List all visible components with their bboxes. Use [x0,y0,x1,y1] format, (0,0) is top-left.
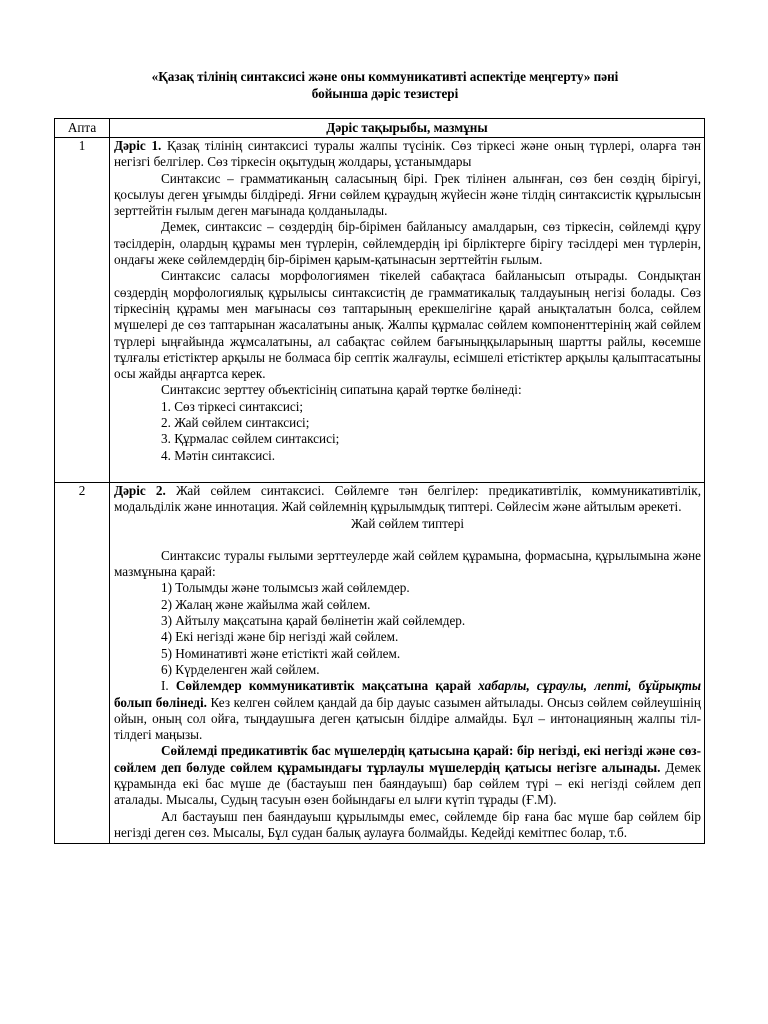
bold-text: Сөйлемді предикативтік бас мүшелердің қатысына қарай: бір негізді, екі негізді және сөз-сөйлем деп бөлуде сөйлем құрамындағы тұрлаулы мүшелердің қатысы негізге алынады. [114,743,701,775]
lecture-label: Дәріс 1. [114,138,162,153]
week-number: 1 [55,138,110,483]
document-title [60,68,710,102]
lecture-heading [114,138,701,171]
lecture-heading [114,483,701,516]
table-row [55,482,705,843]
paragraph: Синтаксис – грамматиканың саласының бірі. Грек тілінен алынған, сөз бен сөздің бірігуі, қосылуы деген ұғымды білдіреді. Яғни сөйлем құраудың жүйесін және тілдің синтаксистік құрылысын зерттейтін ғылым деген мағынада қолданылады. [114,170,701,219]
spacer [114,464,701,480]
paragraph [114,678,701,743]
list-item: 5) Номинативті және етістікті жай сөйлем. [161,645,401,661]
paragraph: Синтаксис зерттеу объектісінің сипатына қарай төртке бөлінеді: [161,382,522,398]
paragraph: Синтаксис саласы морфологиямен тікелей сабақтаса байланысып отырады. Сондықтан сөздердің морфологиялық құрылысы синтаксистің де грамматикалық талдауының негізі болады. Сөз тіркесінің құрамы мен мағынасы сөз таптарының ерекшелігіне қарай анықталатын болса, сөйлем мүшелері де сөз таптарынан жасалатыны анық. Жалпы құрмалас сөйлем компоненттерінің жай сөйлем түрлері ыңғайында жұмсалатыны, ал сабақтас сөйлем бағыныңқыларының шартты райлы, көсемше тұлғалы етістіктер арқылы не болмаса бір септік жалғаулы, есімшелі етістіктер арқылы қалыптасатыны осы жайды аңғартса керек. [114,268,701,382]
lecture-title: Қазақ тілінің синтаксисі туралы жалпы түсінік. Сөз тіркесі және оның түрлері, оларға тән негізгі белгілер. Сөз тіркесін оқытудың жолдары, ұстанымдары [114,138,701,170]
lecture-table [54,118,705,844]
title-line-2: бойынша дәріс тезистері [311,86,459,101]
list-item: 3) Айтылу мақсатына қарай бөлінетін жай сөйлемдер. [161,613,466,629]
lecture-title: Жай сөйлем синтаксисі. Сөйлемге тән белгілер: предикативтілік, коммуникативтілік, модальділік және иннотация. Жай сөйлемнің құрылымдық типтері. Сөйлесім және айтылым әрекеті. [114,482,702,515]
list-item: 2. Жай сөйлем синтаксисі; [161,415,310,431]
title-line-1: «Қазақ тілінің синтаксисі және оны коммуникативті аспектіде меңгерту» пәні [151,69,619,84]
syntax-types-list [114,399,701,464]
list-item: 1. Сөз тіркесі синтаксисі; [161,398,304,414]
sentence-types-list [114,580,701,678]
table-row [55,138,705,483]
paragraph: Ал бастауыш пен баяндауыш құрылымды емес, сөйлемде бір ғана бас мүше бар сөйлем бір негізді деген сөз. Мысалы, Бұл судан балық аулауға болмайды. Кедейді кемітпес болар, т.б. [114,808,701,840]
lecture-content [110,138,705,483]
week-number: 2 [55,482,110,843]
list-item: 4. Мәтін синтаксисі. [161,447,276,463]
paragraph: Демек, синтаксис – сөздердің бір-бірімен байланысу амалдарын, сөз тіркесін, сөйлемді құру тәсілдерін, олардың құрамы мен түрлерін, сөйлемдердің ірі бірліктерге бірігу тәсілдері мен түрлерін, ондағы жеке сөйлемдердің бір-бірімен қарым-қатынасын зерттейтін ғылым. [114,219,701,268]
header-topic: Дәріс тақырыбы, мазмұны [110,119,705,138]
paragraph [114,743,701,808]
roman-numeral: І. [161,678,176,694]
paragraph: Синтаксис туралы ғылыми зерттеулерде жай сөйлем құрамына, формасына, құрылымына және мазмұнына қарай: [114,547,701,580]
section-subtitle: Жай сөйлем типтері [350,515,465,531]
lecture-content [110,482,705,843]
table-header-row [55,119,705,138]
list-item: 4) Екі негізді және бір негізді жай сөйлем. [161,629,399,645]
bold-italic-text: хабарлы, сұраулы, лепті, бұйрықты [478,678,701,694]
paragraph-text: Кез келген сөйлем қандай да бір дауыс сазымен айтылады. Онсыз сөйлем сөйлеушінің ойын, оның сол ойға, тыңдаушыға деген қатысын білдіре алмайды. Бұл – интонацияның жалпы тіл-тілдегі маңызы. [114,694,701,743]
bold-text: болып бөлінеді. [114,694,207,710]
header-week: Апта [55,119,110,138]
lecture-label: Дәріс 2. [114,482,166,498]
list-item: 1) Толымды және толымсыз жай сөйлемдер. [161,580,410,596]
bold-text: Сөйлемдер коммуникативтік мақсатына қарай [175,678,479,694]
list-item: 3. Құрмалас сөйлем синтаксисі; [161,431,340,447]
spacer [114,532,701,548]
paragraph-text: Демек құрамында екі бас мүше де (бастауыш пен баяндауыш) бар сөйлем түрі – екі негізді сөйлем деп аталады. Мысалы, Судың тасуын өзен бойындағы ел ылғи күтіп тұрады (Ғ.М). [114,759,701,808]
list-item: 2) Жалаң және жайылма жай сөйлем. [161,596,371,612]
list-item: 6) Күрделенген жай сөйлем. [161,661,320,677]
